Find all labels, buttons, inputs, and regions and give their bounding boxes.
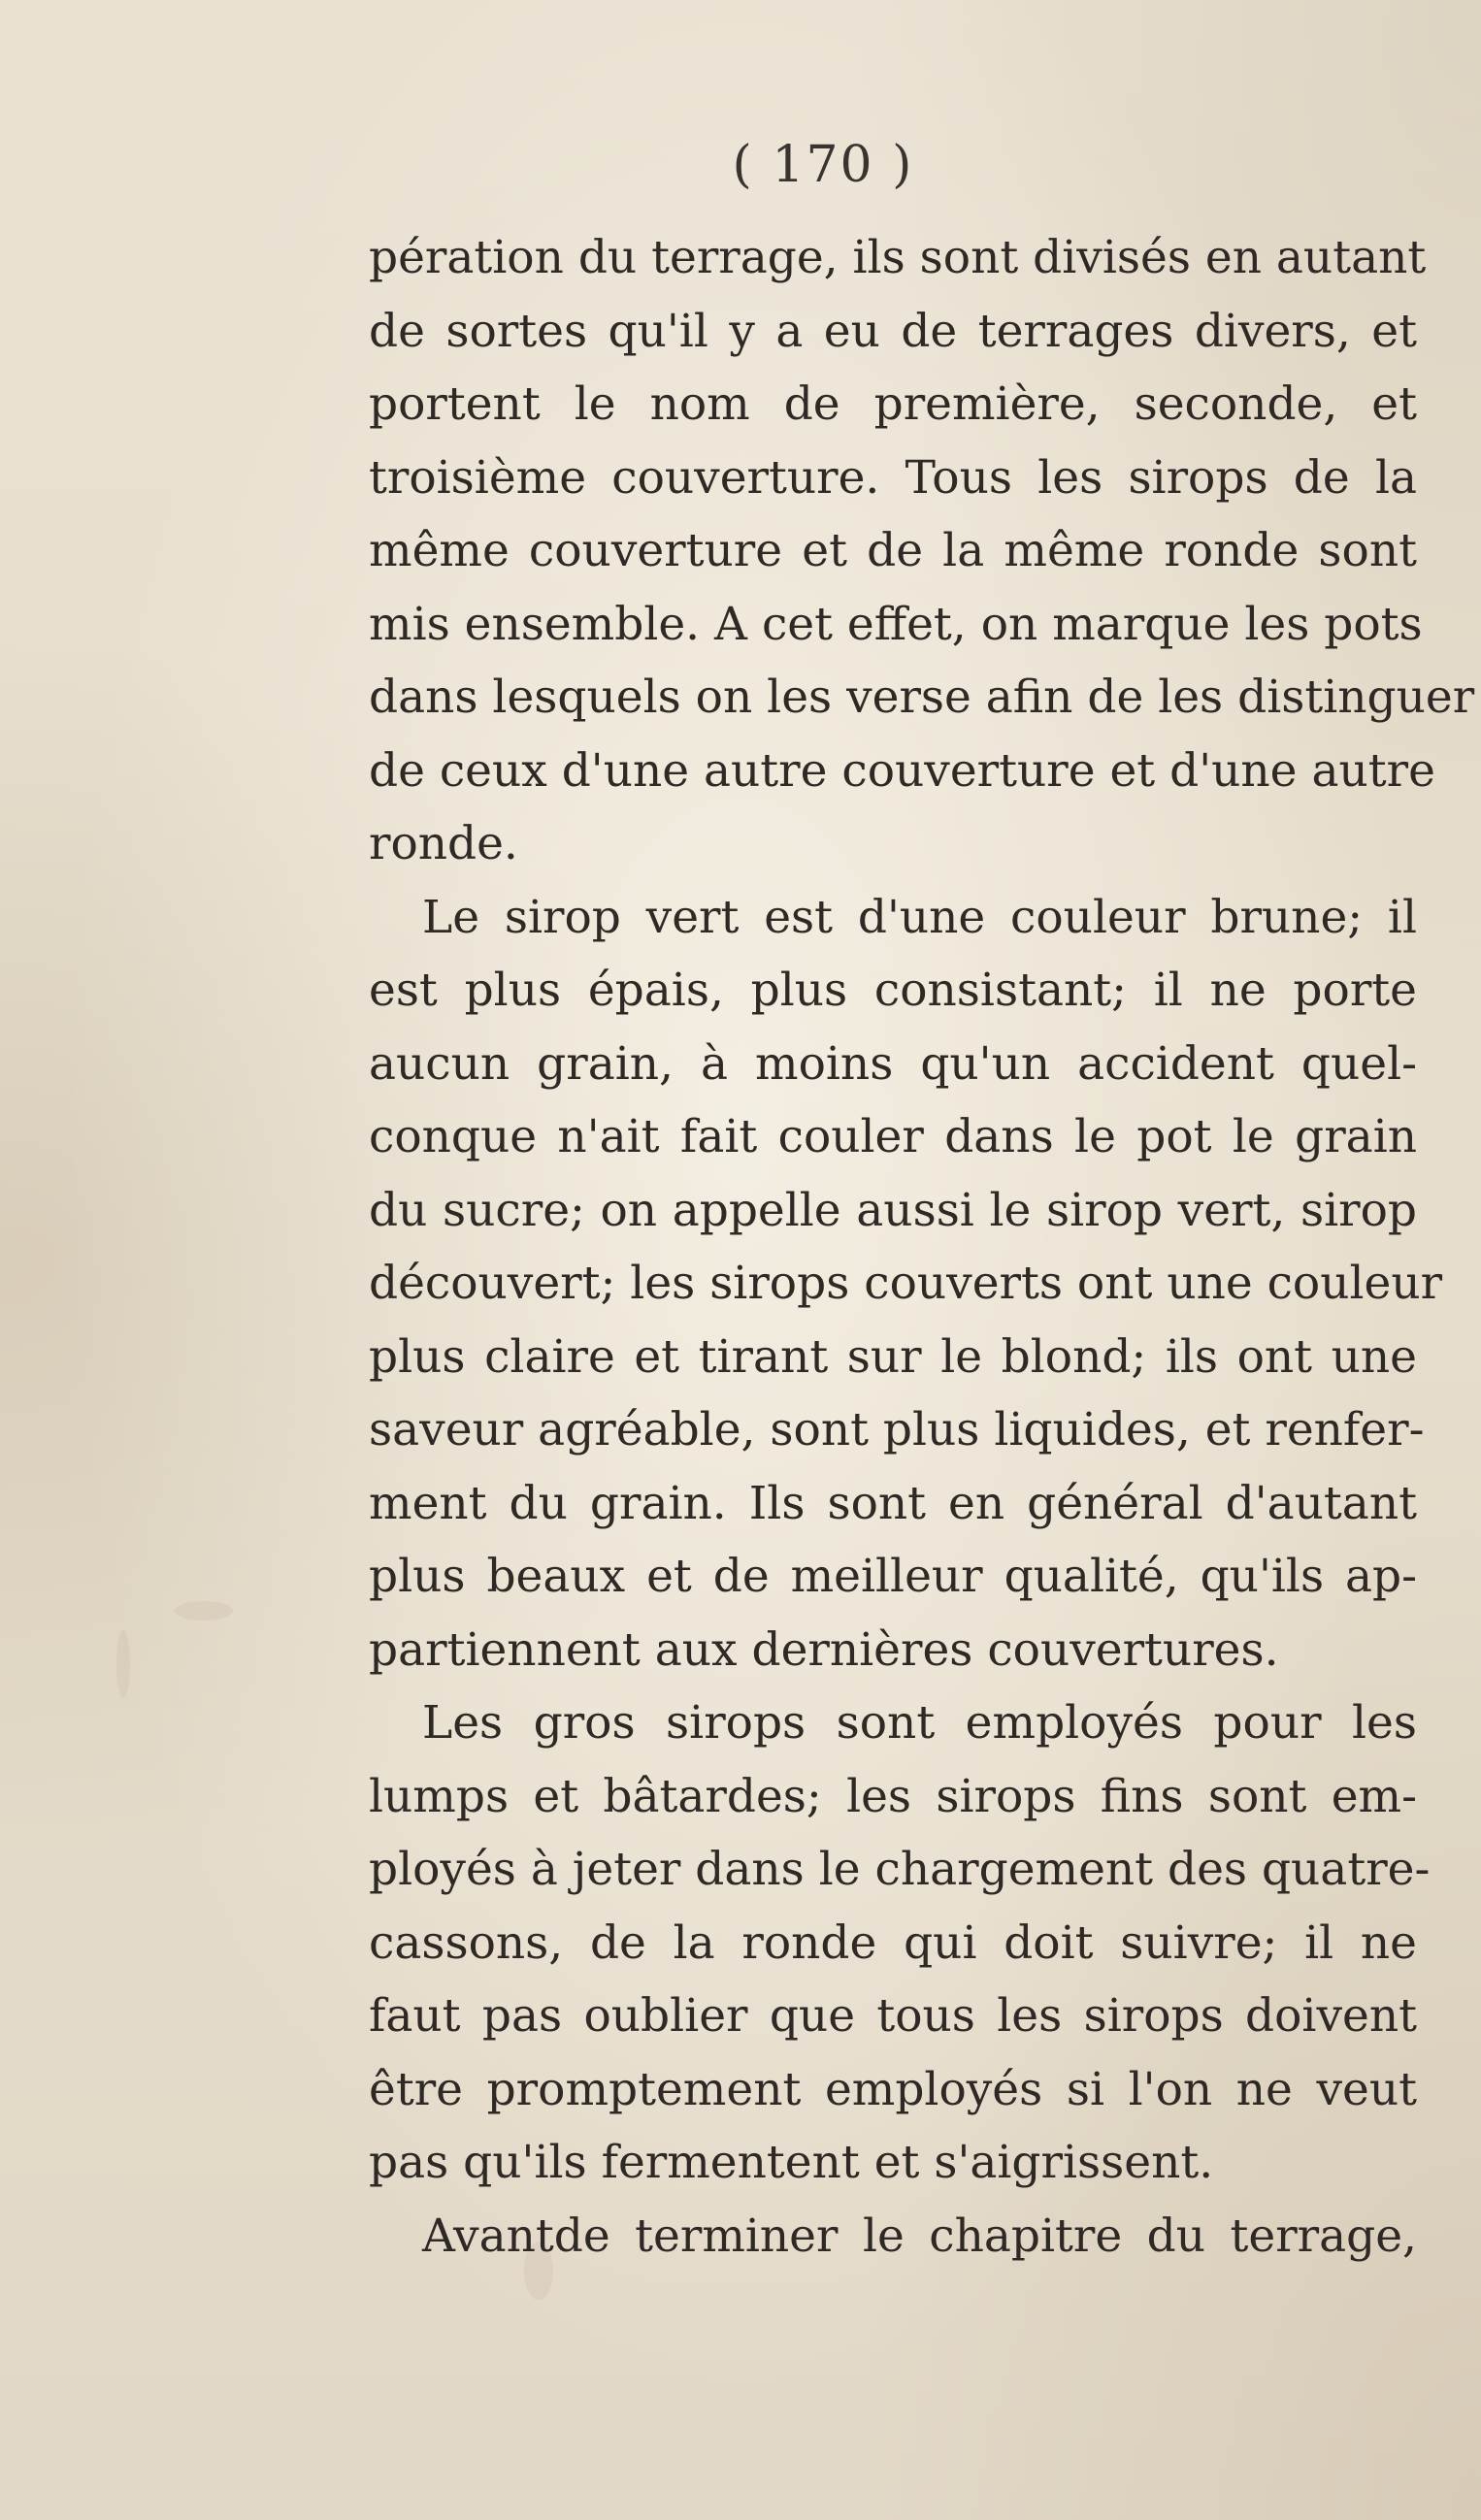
text-line: lumps et bâtardes; les sirops fins sont em-	[369, 1769, 1417, 1823]
text-line: ment du grain. Ils sont en général d'autant	[369, 1476, 1417, 1530]
text-line: partiennent aux dernières couvertures.	[369, 1622, 1279, 1677]
text-line: pas qu'ils fermentent et s'aigrissent.	[369, 2136, 1214, 2189]
text-line: conque n'ait fait couler dans le pot le grain	[369, 1110, 1417, 1163]
text-line: ployés à jeter dans le chargement des quatre-	[369, 1843, 1431, 1896]
text-line: mis ensemble. A cet effet, on marque les pots	[369, 597, 1423, 651]
text-line: plus beaux et de meilleur qualité, qu'ils ap-	[369, 1550, 1417, 1603]
text-line: même couverture et de la même ronde sont	[369, 524, 1417, 577]
text-line: troisième couverture. Tous les sirops de la	[369, 450, 1417, 505]
text-line: ronde.	[369, 817, 518, 870]
page-number: ( 170 )	[732, 136, 914, 194]
text-line: portent le nom de première, seconde, et	[369, 377, 1417, 431]
text-line: aucun grain, à moins qu'un accident quel-	[369, 1036, 1417, 1091]
text-line: saveur agréable, sont plus liquides, et renfer-	[369, 1403, 1425, 1456]
text-line: découvert; les sirops couverts ont une couleur	[369, 1257, 1443, 1310]
text-line: Le sirop vert est d'une couleur brune; il	[422, 890, 1417, 944]
text-line: Avantde terminer le chapitre du terrage,	[422, 2209, 1417, 2263]
text-line: cassons, de la ronde qui doit suivre; il ne	[369, 1915, 1417, 1970]
text-line: être promptement employés si l'on ne veut	[369, 2062, 1417, 2116]
text-line: faut pas oublier que tous les sirops doivent	[369, 1989, 1417, 2043]
text-line: de sortes qu'il y a eu de terrages divers, et	[369, 304, 1417, 358]
text-line: Les gros sirops sont employés pour les	[422, 1696, 1417, 1750]
text-line: est plus épais, plus consistant; il ne porte	[369, 964, 1417, 1017]
paper-stain	[116, 1630, 130, 1698]
paper-stain	[175, 1601, 233, 1620]
text-line: du sucre; on appelle aussi le sirop vert, sirop	[369, 1183, 1417, 1237]
text-line: pération du terrage, ils sont divisés en autant	[369, 231, 1427, 284]
text-line: plus claire et tirant sur le blond; ils ont une	[369, 1329, 1417, 1384]
text-line: de ceux d'une autre couverture et d'une autre	[369, 743, 1435, 798]
text-line: dans lesquels on les verse afin de les distinguer	[369, 671, 1475, 724]
body-text	[369, 221, 1475, 2273]
